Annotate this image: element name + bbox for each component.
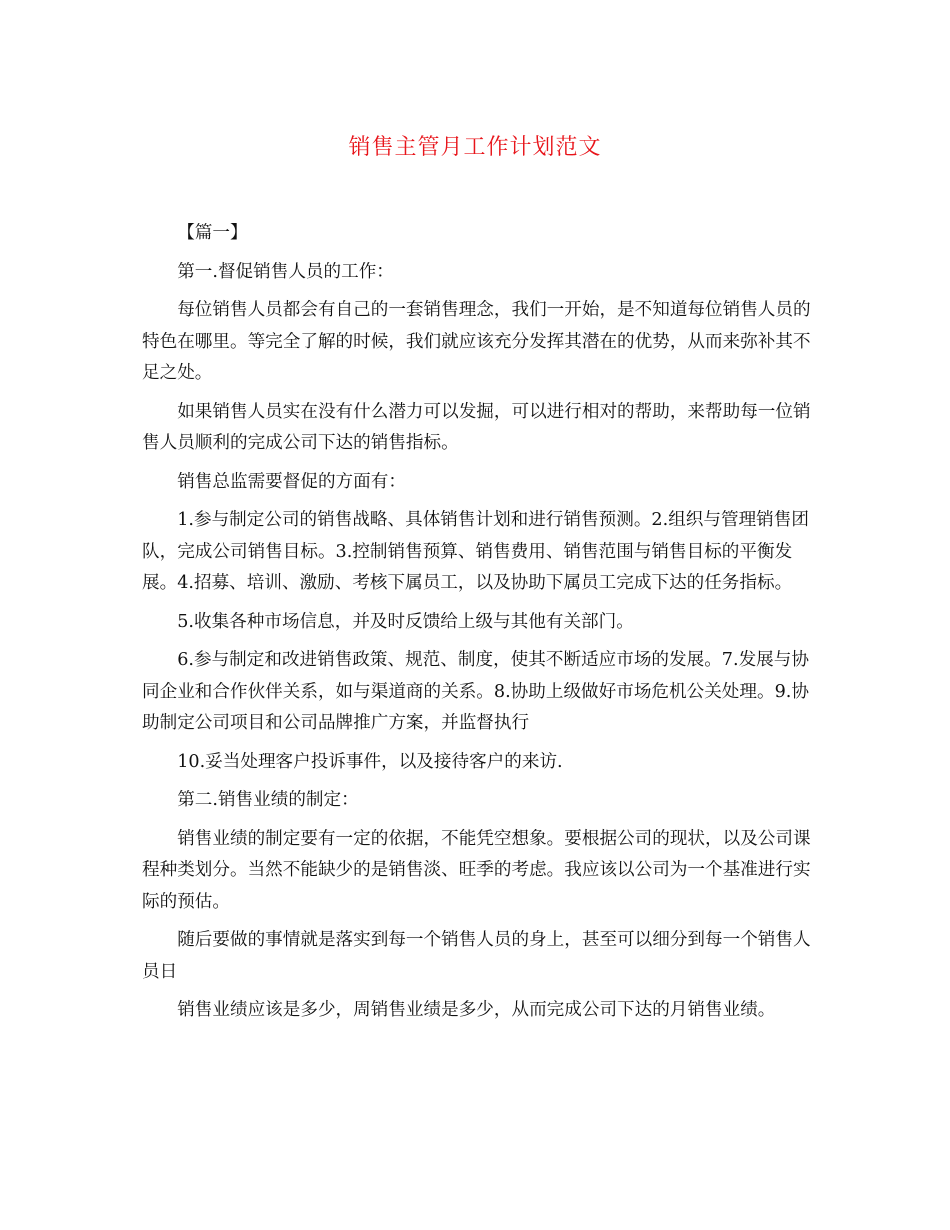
document-title: 销售主管月工作计划范文 — [348, 135, 602, 160]
paragraph: 10.妥当处理客户投诉事件，以及接待客户的来访. — [177, 751, 563, 772]
paragraph: 每位销售人员都会有自己的一套销售理念，我们一开始，是不知道每位销售人员的特色在哪里。等完全了解的时候，我们就应该充分发挥其潜在的优势，从而来弥补其不足之处。 — [142, 300, 811, 383]
subsection-heading: 第一.督促销售人员的工作： — [177, 261, 394, 282]
paragraph: 随后要做的事情就是落实到每一个销售人员的身上，甚至可以细分到每一个销售人员日 — [142, 930, 811, 982]
paragraph: 6.参与制定和改进销售政策、规范、制度，使其不断适应市场的发展。7.发展与协同企业和合作伙伴关系，如与渠道商的关系。8.协助上级做好市场危机公关处理。9.协助制定公司项目和公司品牌推广方案，并监督执行 — [142, 650, 809, 733]
section-heading: 【篇一】 — [177, 223, 248, 243]
paragraph: 销售业绩应该是多少，周销售业绩是多少，从而完成公司下达的月销售业绩。 — [177, 1000, 776, 1020]
subsection-heading: 第二.销售业绩的制定： — [177, 790, 359, 810]
paragraph: 如果销售人员实在没有什么潜力可以发掘，可以进行相对的帮助，来帮助每一位销售人员顺利的完成公司下达的销售指标。 — [142, 401, 811, 453]
paragraph: 销售总监需要督促的方面有： — [177, 471, 406, 492]
document-body — [142, 218, 814, 1034]
paragraph: 5.收集各种市场信息，并及时反馈给上级与其他有关部门。 — [177, 611, 634, 632]
paragraph: 销售业绩的制定要有一定的依据，不能凭空想象。要根据公司的现状，以及公司课程种类划分。当然不能缺少的是销售淡、旺季的考虑。我应该以公司为一个基准进行实际的预估。 — [142, 828, 811, 912]
paragraph: 1.参与制定公司的销售战略、具体销售计划和进行销售预测。2.组织与管理销售团队，完成公司销售目标。3.控制销售预算、销售费用、销售范围与销售目标的平衡发展。4.招募、培训、激励、考核下属员工，以及协助下属员工完成下达的任务指标。 — [142, 510, 809, 593]
